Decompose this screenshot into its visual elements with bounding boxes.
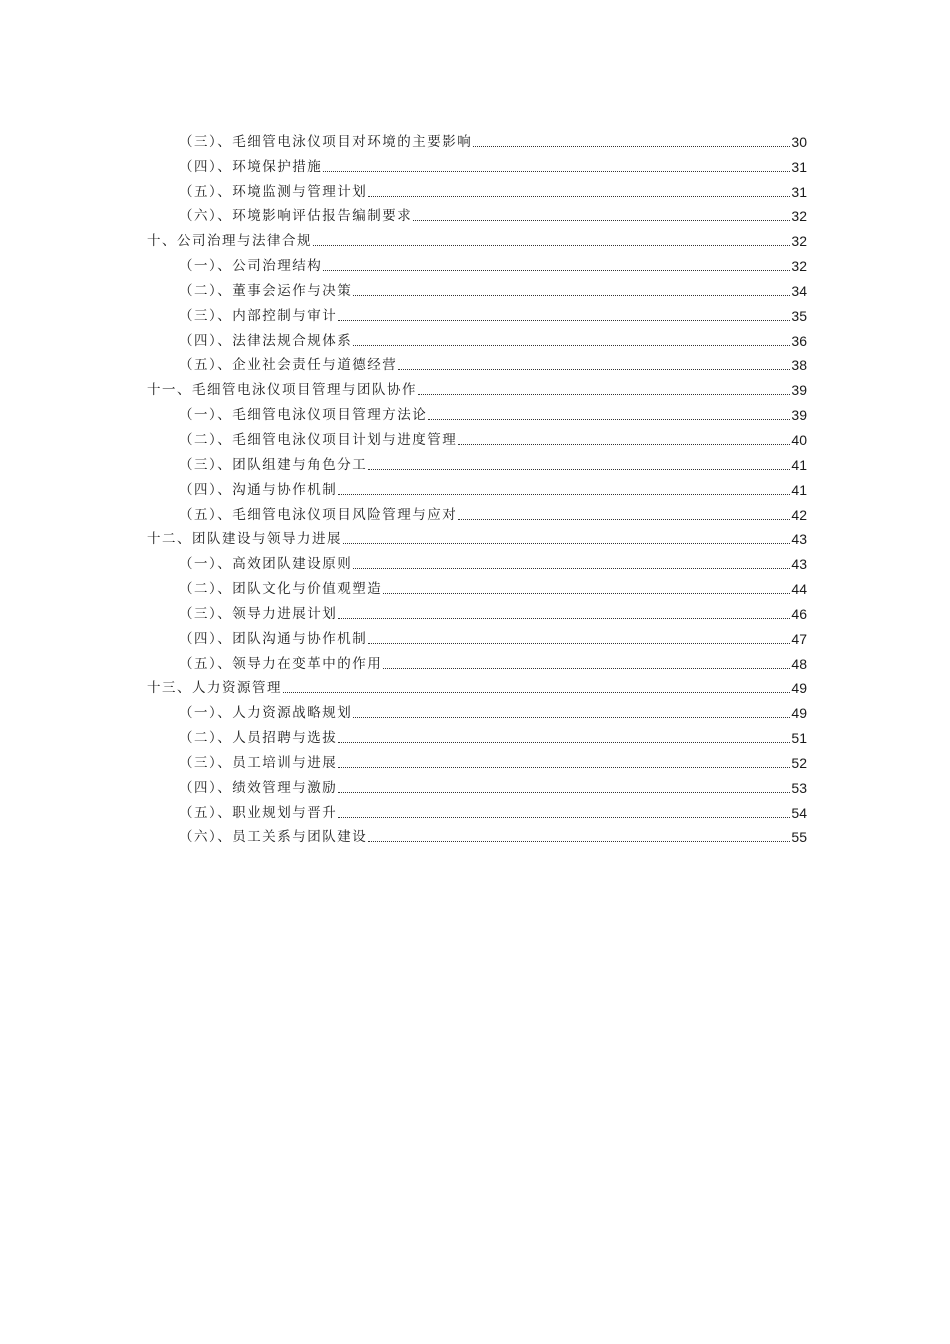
toc-dot-leader — [458, 444, 790, 445]
toc-entry-page-number: 43 — [791, 531, 807, 548]
toc-dot-leader — [458, 519, 790, 520]
toc-dot-leader — [383, 668, 790, 669]
toc-entry[interactable] — [147, 673, 807, 698]
toc-entry[interactable] — [147, 325, 807, 350]
toc-entry-page-number: 43 — [791, 556, 807, 573]
toc-dot-leader — [343, 543, 790, 544]
table-of-contents — [147, 126, 807, 846]
toc-entry-page-number: 42 — [791, 506, 807, 523]
toc-entry-title: （四）、沟通与协作机制 — [179, 481, 338, 498]
toc-entry-title: （三）、内部控制与审计 — [179, 307, 338, 324]
toc-entry[interactable] — [147, 250, 807, 275]
toc-entry[interactable] — [147, 797, 807, 822]
toc-entry-page-number: 35 — [791, 307, 807, 324]
toc-dot-leader — [338, 817, 790, 818]
toc-entry-page-number: 54 — [791, 804, 807, 821]
toc-entry-title: （一）、公司治理结构 — [179, 258, 323, 275]
toc-entry-title: （二）、团队文化与价值观塑造 — [179, 581, 383, 598]
toc-dot-leader — [338, 494, 790, 495]
toc-dot-leader — [353, 345, 790, 346]
toc-entry[interactable] — [147, 697, 807, 722]
toc-dot-leader — [368, 469, 790, 470]
toc-entry[interactable] — [147, 424, 807, 449]
toc-entry[interactable] — [147, 449, 807, 474]
toc-entry-page-number: 31 — [791, 158, 807, 175]
toc-entry-title: 十、公司治理与法律合规 — [147, 233, 312, 250]
toc-dot-leader — [338, 618, 790, 619]
toc-entry-title: （四）、团队沟通与协作机制 — [179, 630, 368, 647]
toc-dot-leader — [368, 841, 790, 842]
toc-entry-page-number: 51 — [791, 730, 807, 747]
toc-dot-leader — [323, 270, 790, 271]
toc-entry-title: 十一、毛细管电泳仪项目管理与团队协作 — [147, 382, 417, 399]
toc-entry-page-number: 39 — [791, 382, 807, 399]
toc-entry-title: （六）、环境影响评估报告编制要求 — [179, 208, 413, 225]
toc-dot-leader — [338, 742, 790, 743]
toc-entry[interactable] — [147, 648, 807, 673]
toc-dot-leader — [368, 643, 790, 644]
toc-entry-page-number: 40 — [791, 431, 807, 448]
toc-entry[interactable] — [147, 201, 807, 226]
toc-entry-title: （三）、领导力进展计划 — [179, 605, 338, 622]
toc-entry-page-number: 48 — [791, 655, 807, 672]
toc-entry[interactable] — [147, 474, 807, 499]
toc-dot-leader — [368, 196, 790, 197]
toc-entry-page-number: 31 — [791, 183, 807, 200]
toc-entry-title: （四）、环境保护措施 — [179, 158, 323, 175]
toc-entry[interactable] — [147, 598, 807, 623]
toc-entry-title: （二）、董事会运作与决策 — [179, 282, 353, 299]
toc-dot-leader — [353, 568, 790, 569]
toc-entry-page-number: 52 — [791, 754, 807, 771]
toc-dot-leader — [353, 295, 790, 296]
toc-entry[interactable] — [147, 176, 807, 201]
toc-entry[interactable] — [147, 275, 807, 300]
toc-dot-leader — [338, 320, 790, 321]
toc-dot-leader — [398, 369, 790, 370]
toc-entry-page-number: 44 — [791, 581, 807, 598]
toc-entry-title: （五）、领导力在变革中的作用 — [179, 655, 383, 672]
toc-dot-leader — [353, 717, 790, 718]
toc-entry[interactable] — [147, 747, 807, 772]
toc-entry[interactable] — [147, 722, 807, 747]
toc-entry-page-number: 30 — [791, 133, 807, 150]
toc-entry-page-number: 32 — [791, 208, 807, 225]
toc-entry-title: （五）、职业规划与晋升 — [179, 804, 338, 821]
toc-entry-page-number: 38 — [791, 357, 807, 374]
toc-entry-title: （四）、绩效管理与激励 — [179, 779, 338, 796]
toc-entry-title: （五）、环境监测与管理计划 — [179, 183, 368, 200]
toc-entry-title: （一）、人力资源战略规划 — [179, 705, 353, 722]
toc-entry-page-number: 46 — [791, 605, 807, 622]
toc-entry-page-number: 34 — [791, 282, 807, 299]
toc-entry-title: （一）、高效团队建设原则 — [179, 556, 353, 573]
toc-entry[interactable] — [147, 772, 807, 797]
toc-entry-page-number: 41 — [791, 481, 807, 498]
toc-entry[interactable] — [147, 573, 807, 598]
toc-dot-leader — [413, 220, 790, 221]
toc-entry-title: （三）、团队组建与角色分工 — [179, 456, 368, 473]
toc-entry-page-number: 32 — [791, 258, 807, 275]
toc-dot-leader — [418, 394, 790, 395]
toc-dot-leader — [283, 692, 790, 693]
toc-entry-page-number: 49 — [791, 680, 807, 697]
toc-entry-title: （五）、毛细管电泳仪项目风险管理与应对 — [179, 506, 458, 523]
toc-entry[interactable] — [147, 300, 807, 325]
toc-entry-page-number: 39 — [791, 407, 807, 424]
toc-entry-title: （一）、毛细管电泳仪项目管理方法论 — [179, 407, 428, 424]
toc-dot-leader — [338, 767, 790, 768]
toc-entry[interactable] — [147, 151, 807, 176]
toc-entry-title: 十二、团队建设与领导力进展 — [147, 531, 342, 548]
toc-dot-leader — [473, 146, 790, 147]
toc-entry-title: （二）、人员招聘与选拔 — [179, 730, 338, 747]
toc-entry[interactable] — [147, 350, 807, 375]
toc-entry-page-number: 55 — [791, 829, 807, 846]
toc-entry-title: （三）、毛细管电泳仪项目对环境的主要影响 — [179, 133, 473, 150]
toc-dot-leader — [323, 171, 790, 172]
toc-entry-page-number: 47 — [791, 630, 807, 647]
toc-dot-leader — [428, 419, 790, 420]
toc-entry-page-number: 32 — [791, 233, 807, 250]
toc-dot-leader — [338, 792, 790, 793]
toc-dot-leader — [383, 593, 790, 594]
toc-entry-page-number: 53 — [791, 779, 807, 796]
toc-entry-page-number: 41 — [791, 456, 807, 473]
toc-dot-leader — [313, 245, 790, 246]
toc-entry[interactable] — [147, 126, 807, 151]
toc-entry-title: 十三、人力资源管理 — [147, 680, 282, 697]
toc-entry[interactable] — [147, 399, 807, 424]
toc-entry[interactable] — [147, 524, 807, 549]
toc-entry-title: （六）、员工关系与团队建设 — [179, 829, 368, 846]
toc-entry[interactable] — [147, 374, 807, 399]
toc-entry[interactable] — [147, 548, 807, 573]
toc-entry-title: （五）、企业社会责任与道德经营 — [179, 357, 398, 374]
toc-entry-title: （三）、员工培训与进展 — [179, 754, 338, 771]
toc-entry[interactable] — [147, 499, 807, 524]
toc-entry-title: （二）、毛细管电泳仪项目计划与进度管理 — [179, 431, 458, 448]
toc-entry[interactable] — [147, 225, 807, 250]
toc-entry[interactable] — [147, 822, 807, 847]
toc-entry-title: （四）、法律法规合规体系 — [179, 332, 353, 349]
toc-entry-page-number: 49 — [791, 705, 807, 722]
toc-entry-page-number: 36 — [791, 332, 807, 349]
toc-entry[interactable] — [147, 623, 807, 648]
